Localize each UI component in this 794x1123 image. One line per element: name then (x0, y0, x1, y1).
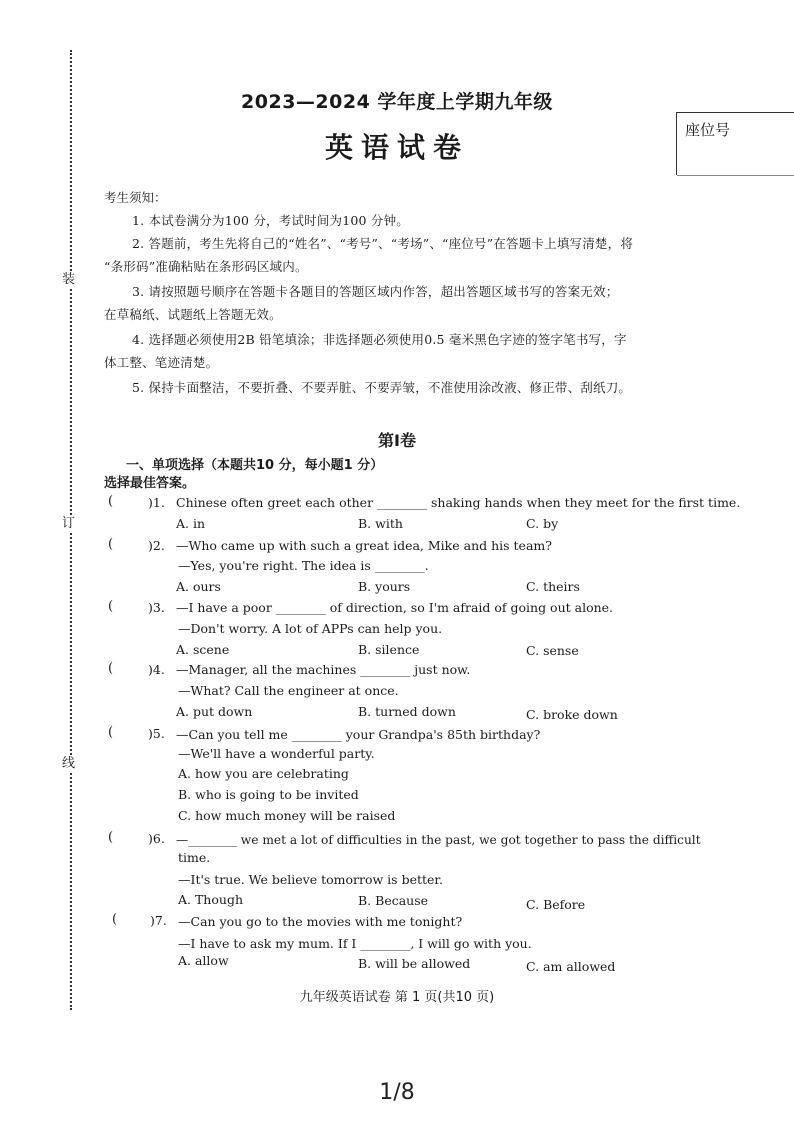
seat-number-box (676, 112, 794, 175)
page-indicator: 1/8 (379, 1080, 415, 1105)
option-c: C. am allowed (526, 959, 616, 974)
option-a: A. ours (176, 579, 221, 594)
notice-item-4-cont: 体工整、笔迹清楚。 (104, 355, 219, 370)
question-number: )4. (148, 662, 165, 677)
option-a: A. allow (178, 953, 229, 968)
answer-blank[interactable]: ( (108, 830, 114, 845)
exam-subject-title: 英语试卷 (324, 131, 469, 164)
option-b: B. with (358, 516, 403, 531)
notice-item-2: 2. 答题前，考生先将自己的“姓名”、“考号”、“考场”、“座位号”在答题卡上填写清楚，将 (132, 236, 634, 251)
exam-year-title: 2023—2024 学年度上学期九年级 (241, 91, 553, 113)
seat-number-label: 座位号 (685, 121, 731, 139)
question-number: )7. (150, 913, 167, 928)
question-number: )3. (148, 600, 165, 615)
answer-blank[interactable]: ( (108, 494, 114, 509)
question-stem: —I have a poor ________ of direction, so I'm afraid of going out alone. (176, 600, 614, 615)
binding-mark-ding: 订 (62, 516, 76, 531)
answer-blank[interactable]: ( (108, 599, 114, 614)
option-b: B. yours (358, 579, 411, 594)
question-number: )1. (148, 495, 165, 510)
answer-blank[interactable]: ( (108, 661, 114, 676)
option-c: C. broke down (526, 707, 618, 722)
question-stem: —________ we met a lot of difficulties in the past, we got together to pass the difficult (176, 833, 701, 847)
notice-item-4: 4. 选择题必须使用2B 铅笔填涂；非选择题必须使用0.5 毫米黑色字迹的签字笔书写，字 (132, 332, 627, 347)
option-b: B. will be allowed (358, 956, 471, 971)
question-number: )6. (148, 831, 165, 846)
option-b: B. turned down (358, 704, 456, 719)
question-stem: —Who came up with such a great idea, Mike and his team? (176, 538, 552, 553)
notice-item-3-cont: 在草稿纸、试题纸上答题无效。 (104, 307, 282, 322)
option-a: A. how you are celebrating (178, 766, 349, 781)
option-a: A. in (176, 516, 206, 531)
notice-title: 考生须知： (104, 190, 167, 205)
option-b: B. Because (358, 893, 429, 908)
question-stem: —Can you go to the movies with me tonight? (178, 914, 463, 929)
question-number: )5. (148, 726, 165, 741)
question-reply: —It's true. We believe tomorrow is better. (178, 872, 443, 887)
question-reply: —What? Call the engineer at once. (178, 683, 399, 698)
question-reply: —I have to ask my mum. If I ________, I will go with you. (178, 936, 532, 951)
notice-item-5: 5. 保持卡面整洁，不要折叠、不要弄脏、不要弄皱，不准使用涂改液、修正带、刮纸刀。 (132, 380, 632, 395)
option-c: C. Before (526, 897, 586, 912)
seat-number-underline (677, 175, 794, 176)
option-c: C. by (526, 516, 559, 531)
option-a: A. put down (176, 704, 253, 719)
part-instruction: 选择最佳答案。 (104, 476, 196, 491)
part-title: 一、单项选择（本题共10 分，每小题1 分） (126, 458, 384, 473)
question-stem: —Can you tell me ________ your Grandpa's 85th birthday? (176, 727, 541, 742)
option-c: C. how much money will be raised (178, 808, 396, 823)
answer-blank[interactable]: ( (112, 912, 118, 927)
binding-mark-xian: 线 (62, 756, 76, 771)
answer-blank[interactable]: ( (108, 725, 114, 740)
question-number: )2. (148, 538, 165, 553)
question-stem: —Manager, all the machines ________ just now. (176, 662, 471, 677)
page-footer: 九年级英语试卷 第 1 页(共10 页) (299, 990, 495, 1005)
option-c: C. theirs (526, 579, 580, 594)
notice-item-3: 3. 请按照题号顺序在答题卡各题目的答题区域内作答，超出答题区域书写的答案无效； (132, 284, 619, 299)
question-reply: —We'll have a wonderful party. (178, 746, 375, 761)
notice-item-1: 1. 本试卷满分为100 分，考试时间为100 分钟。 (132, 213, 409, 228)
notice-item-2-cont: “条形码”准确粘贴在条形码区域内。 (104, 259, 308, 274)
section-title: 第Ⅰ卷 (378, 431, 416, 450)
option-a: A. scene (176, 642, 230, 657)
question-reply: —Don't worry. A lot of APPs can help you. (178, 621, 443, 636)
answer-blank[interactable]: ( (108, 537, 114, 552)
option-c: C. sense (526, 643, 579, 658)
question-stem-cont: time. (178, 850, 211, 865)
option-a: A. Though (178, 892, 243, 907)
question-reply: —Yes, you're right. The idea is ________. (178, 558, 429, 573)
option-b: B. silence (358, 642, 420, 657)
binding-mark-zhuang: 装 (62, 272, 76, 287)
option-b: B. who is going to be invited (178, 787, 359, 802)
question-stem: Chinese often greet each other ________ shaking hands when they meet for the first time. (176, 495, 741, 510)
